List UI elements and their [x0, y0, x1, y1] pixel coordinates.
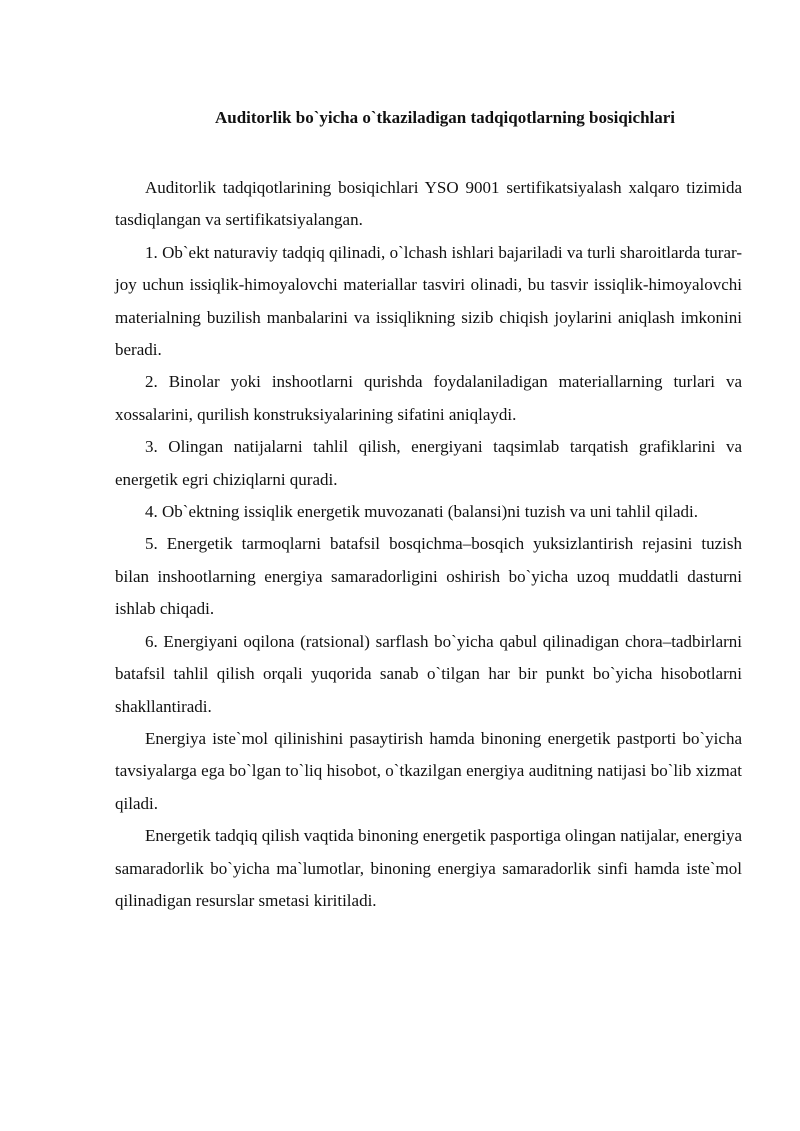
paragraph-step-4: 4. Ob`ektning issiqlik energetik muvozanati (balansi)ni tuzish va uni tahlil qiladi. — [145, 502, 699, 522]
paragraph-report: Energiya iste`mol qilinishini pasaytirish hamda binoning energetik pastporti bo`yicha tavsiyalarga ega bo`lgan to`liq hisobot, o`tkazilgan energiya auditning natijasi bo`lib xizmat qiladi. — [115, 728, 742, 813]
paragraph-passport: Energetik tadqiq qilish vaqtida binoning energetik pasportiga olingan natijalar, energiya samaradorlik bo`yicha ma`lumotlar, binoning energiya samaradorlik sinfi hamda iste`mol qilinadigan resurslar smetasi kiritiladi. — [115, 826, 743, 910]
document-body — [115, 172, 742, 917]
document-title: Auditorlik bo`yicha o`tkaziladigan tadqiqotlarning bosiqichlari — [214, 108, 676, 127]
paragraph-step-6: 6. Energiyani oqilona (ratsional) sarflash bo`yicha qabul qilinadigan chora–tadbirlarni batafsil tahlil qilish orqali yuqorida sanab o`tilgan har bir punkt bo`yicha hisobotlarni shakllantiradi. — [115, 631, 742, 716]
paragraph-intro: Auditorlik tadqiqotlarining bosiqichlari YSO 9001 sertifikatsiyalash xalqaro tizimida tasdiqlangan va sertifikatsiyalangan. — [115, 178, 742, 230]
paragraph-step-1: 1. Ob`ekt naturaviy tadqiq qilinadi, o`lchash ishlari bajariladi va turli sharoitlarda turar-joy uchun issiqlik-himoyalovchi materiallar tasviri olinadi, bu tasvir issiqlik-himoyalovchi materialning buzilish manbalarini va issiqlikning sizib chiqish joylarini aniqlash imkonini beradi. — [115, 242, 742, 360]
paragraph-step-3: 3. Olingan natijalarni tahlil qilish, energiyani taqsimlab tarqatish grafiklarini va energetik egri chiziqlarni quradi. — [115, 437, 742, 489]
paragraph-step-2: 2. Binolar yoki inshootlarni qurishda foydalaniladigan materiallarning turlari va xossalarini, qurilish konstruksiyalarining sifatini aniqlaydi. — [115, 372, 742, 424]
paragraph-step-5: 5. Energetik tarmoqlarni batafsil bosqichma–bosqich yuksizlantirish rejasini tuzish bilan inshootlarning energiya samaradorligini oshirish bo`yicha uzoq muddatli dasturni ishlab chiqadi. — [115, 534, 742, 619]
